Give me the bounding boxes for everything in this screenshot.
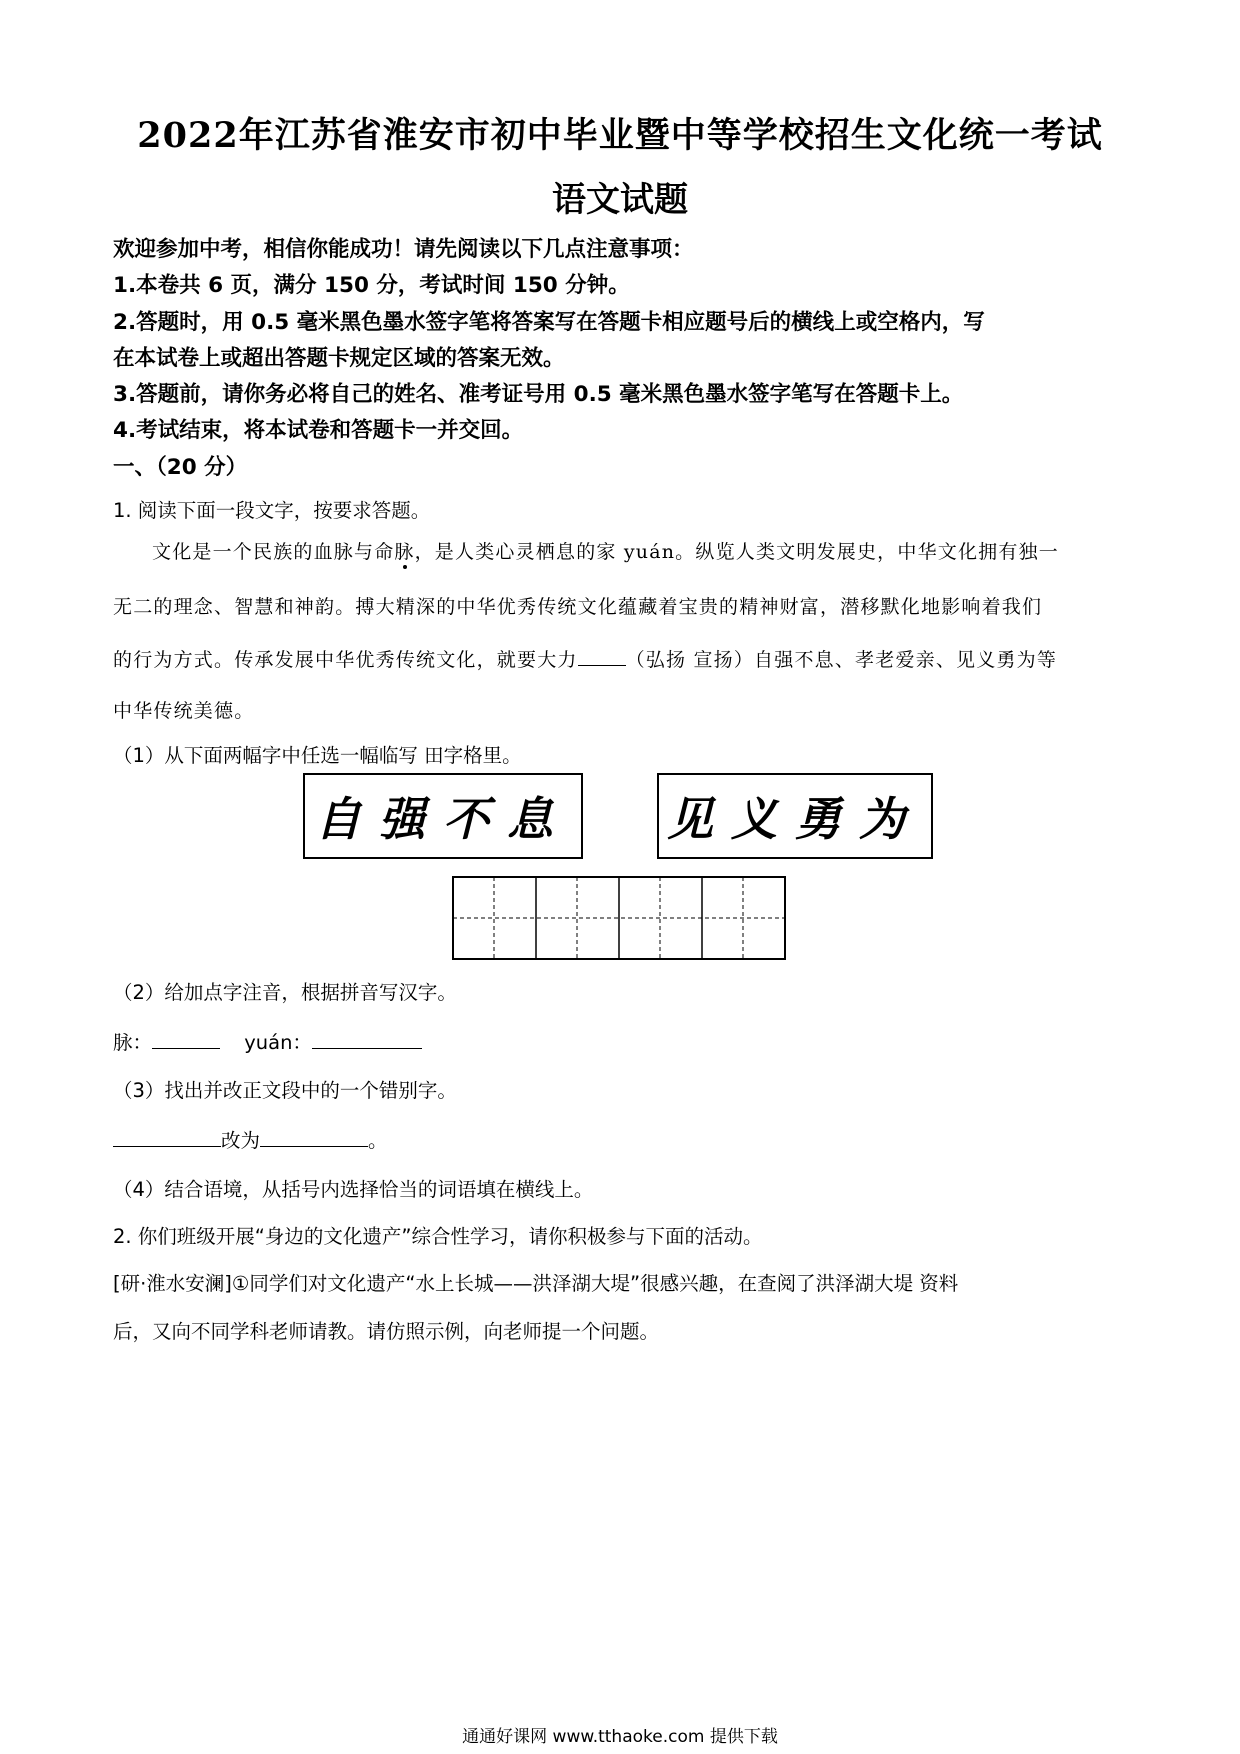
- passage-line-1-b: ，是人类心灵栖息的家 yuán。纵览人类文明发展史，中华文化拥有独一: [414, 541, 1059, 563]
- sub-question-3-answer-line: [113, 1125, 388, 1153]
- blank-mai: [152, 1030, 220, 1049]
- question-2-prompt: 2. 你们班级开展“身边的文化遗产”综合性学习，请你积极参与下面的活动。: [113, 1225, 763, 1248]
- label-change-to: 改为: [221, 1129, 261, 1152]
- label-mai: 脉：: [113, 1031, 153, 1054]
- sub-question-3: （3）找出并改正文段中的一个错别字。: [113, 1079, 457, 1102]
- tianzige-grid: [452, 876, 786, 960]
- passage-line-3-a: 的行为方式。传承发展中华优秀传统文化，就要大力: [113, 649, 578, 671]
- question-2-line-1: [研·淮水安澜]①同学们对文化遗产“水上长城——洪泽湖大堤”很感兴趣，在查阅了洪泽湖大堤 资料: [113, 1272, 959, 1295]
- passage-line-3-b: （弘扬 宣扬）自强不息、孝老爱亲、见义勇为等: [625, 649, 1058, 671]
- passage-line-1-a: 文化是一个民族的血脉与命: [152, 541, 395, 563]
- notice-intro: 欢迎参加中考，相信你能成功！请先阅读以下几点注意事项：: [113, 237, 694, 262]
- blank-yuan: [312, 1030, 422, 1049]
- sub-question-4: （4）结合语境，从括号内选择恰当的词语填在横线上。: [113, 1178, 594, 1201]
- notice-item-4: 4.考试结束，将本试卷和答题卡一并交回。: [113, 418, 524, 443]
- exam-subtitle: 语文试题: [552, 180, 688, 220]
- section-heading: 一、（20 分）: [113, 455, 248, 480]
- sub-question-2: （2）给加点字注音，根据拼音写汉字。: [113, 981, 457, 1004]
- calligraphy-sample-right: 见义勇为: [657, 773, 933, 859]
- sub-question-2-answer-line: [113, 1027, 422, 1055]
- passage-line-4: 中华传统美德。: [113, 700, 255, 722]
- label-yuan: yuán：: [244, 1031, 312, 1054]
- notice-item-3: 3.答题前，请你务必将自己的姓名、准考证号用 0.5 毫米黑色墨水签字笔写在答题卡上。: [113, 382, 964, 407]
- notice-item-1: 1.本卷共 6 页，满分 150 分，考试时间 150 分钟。: [113, 273, 630, 298]
- passage-line-2: 无二的理念、智慧和神韵。搏大精深的中华优秀传统文化蕴藏着宝贵的精神财富，潜移默化地影响着我们: [113, 596, 1043, 618]
- emphasis-dot-char: 脉: [394, 541, 415, 563]
- notice-item-2-line-1: 2.答题时，用 0.5 毫米黑色墨水签字笔将答案写在答题卡相应题号后的横线上或空格内，写: [113, 310, 985, 335]
- sub-question-1: （1）从下面两幅字中任选一幅临写 田字格里。: [113, 744, 522, 767]
- blank-wrong-char: [113, 1128, 221, 1147]
- passage-line-3: [113, 645, 1057, 672]
- answer-blank: [578, 647, 626, 666]
- passage-line-1: [152, 537, 1059, 564]
- question-1-prompt: 1. 阅读下面一段文字，按要求答题。: [113, 499, 431, 522]
- exam-title: 2022年江苏省淮安市初中毕业暨中等学校招生文化统一考试: [137, 115, 1103, 156]
- question-2-line-2: 后，又向不同学科老师请教。请仿照示例，向老师提一个问题。: [113, 1320, 660, 1343]
- notice-item-2-line-2: 在本试卷上或超出答题卡规定区域的答案无效。: [113, 346, 565, 371]
- blank-correct-char: [260, 1128, 368, 1147]
- footer-source: 通通好课网 www.tthaoke.com 提供下载: [462, 1727, 778, 1747]
- label-period: 。: [368, 1129, 388, 1152]
- calligraphy-sample-left: 自强不息: [303, 773, 583, 859]
